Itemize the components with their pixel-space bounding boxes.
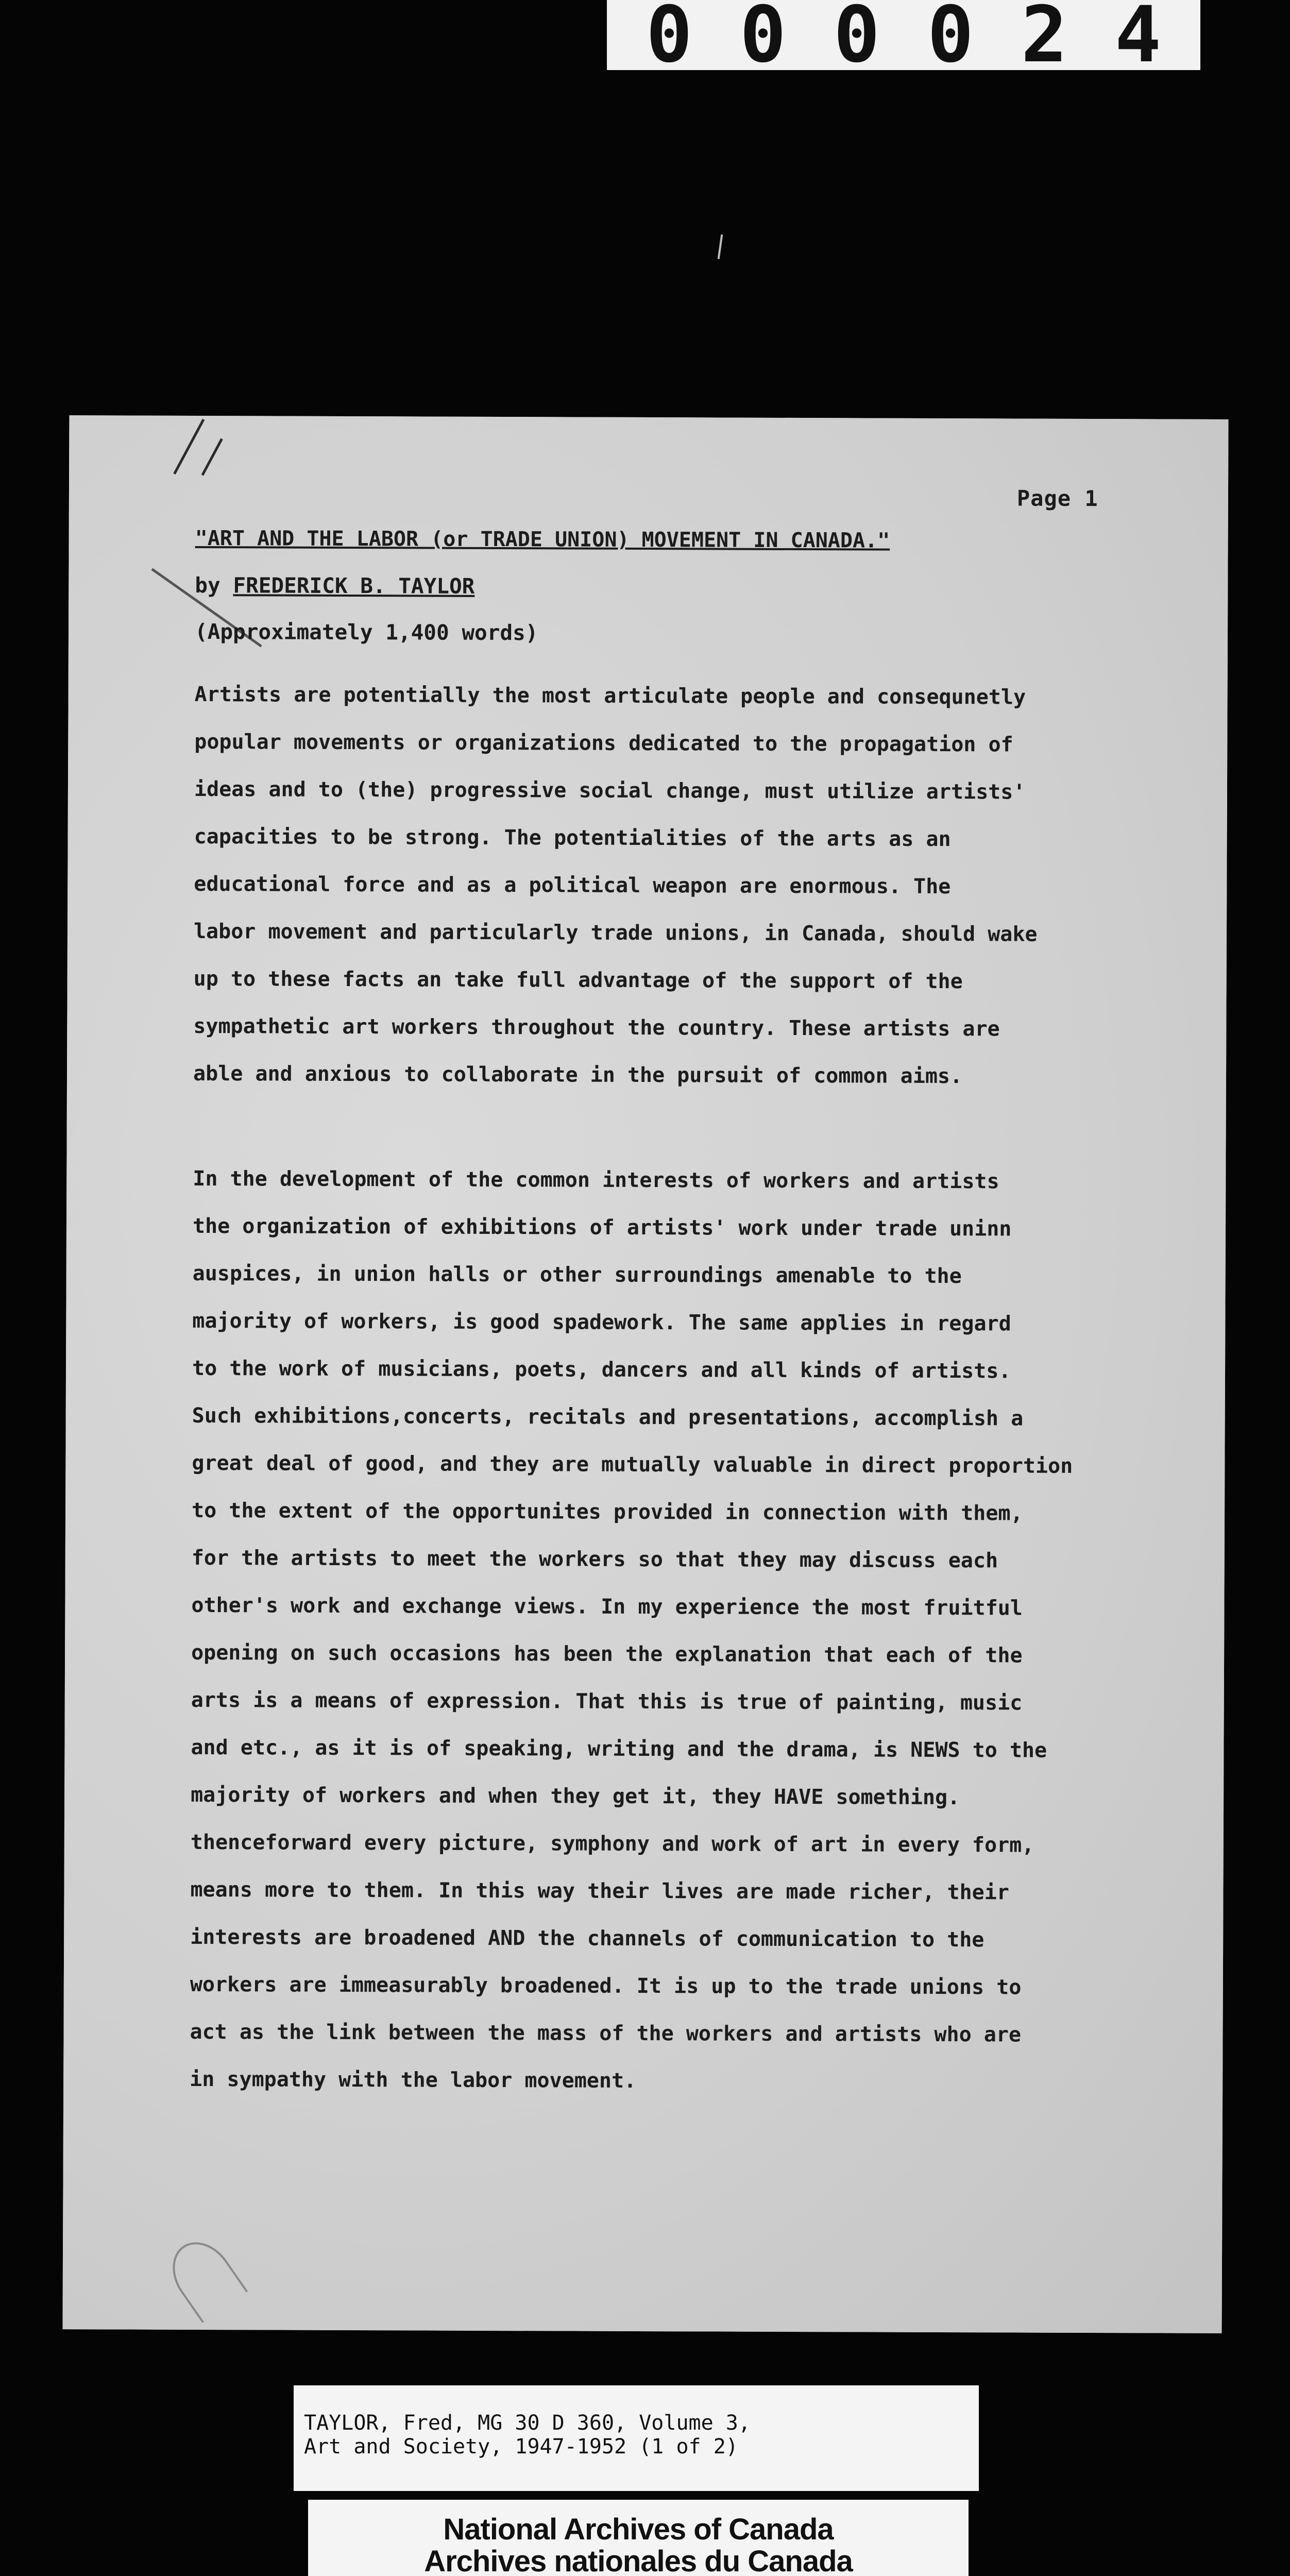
author-name: FREDERICK B. TAYLOR xyxy=(233,573,475,599)
frame-digit: 0 xyxy=(739,0,787,80)
text-line: in sympathy with the labor movement. xyxy=(190,2067,637,2093)
typed-page xyxy=(63,415,1229,2333)
text-line: means more to them. In this way their lives are made richer, their xyxy=(190,1877,1009,1905)
text-line: workers are immeasurably broadened. It is up to the trade unions to xyxy=(190,1972,1022,1999)
archive-name-english: National Archives of Canada xyxy=(443,2513,834,2546)
byline-prefix: by xyxy=(195,572,233,598)
reference-line: TAYLOR, Fred, MG 30 D 360, Volume 3, xyxy=(304,2411,751,2435)
text-line: majority of workers, is good spadework. The same applies in regard xyxy=(192,1309,1011,1336)
page-number: Page 1 xyxy=(1016,485,1098,512)
text-line: great deal of good, and they are mutually valuable in direct proportion xyxy=(192,1451,1073,1478)
text-line: to the work of musicians, poets, dancers and all kinds of artists. xyxy=(192,1356,1011,1383)
text-line: opening on such occasions has been the explanation that each of the xyxy=(191,1640,1023,1668)
text-line: and etc., as it is of speaking, writing and the drama, is NEWS to the xyxy=(191,1735,1047,1762)
text-line: thenceforward every picture, symphony and work of art in every form, xyxy=(190,1830,1034,1857)
reference-line: Art and Society, 1947-1952 (1 of 2) xyxy=(304,2435,738,2459)
pencil-loop-mark xyxy=(160,2230,248,2323)
text-line: to the extent of the opportunites provided in connection with them, xyxy=(191,1498,1023,1526)
text-line: popular movements or organizations dedicated to the propagation of xyxy=(194,730,1013,757)
text-line: educational force and as a political weapon are enormous. The xyxy=(194,872,951,899)
text-line: the organization of exhibitions of artists' work under trade uninn xyxy=(192,1214,1012,1241)
archive-name-french: Archives nationales du Canada xyxy=(424,2545,853,2576)
pen-mark xyxy=(173,419,205,474)
text-line: other's work and exchange views. In my experience the most fruitful xyxy=(191,1593,1023,1620)
paragraph-1 xyxy=(193,671,1038,1100)
text-line: up to these facts an take full advantage of the support of the xyxy=(193,967,963,994)
text-line: majority of workers and when they get it, they HAVE something. xyxy=(191,1783,960,1810)
text-line: labor movement and particularly trade unions, in Canada, should wake xyxy=(193,919,1038,946)
film-tick-mark xyxy=(718,234,723,259)
document-title: "ART AND THE LABOR (or TRADE UNION) MOVEMENT IN CANADA." xyxy=(195,526,890,553)
frame-digit: 2 xyxy=(1021,0,1068,80)
text-line: for the artists to meet the workers so that they may discuss each xyxy=(191,1546,998,1573)
word-count: (Approximately 1,400 words) xyxy=(194,619,538,646)
pen-mark xyxy=(201,438,223,476)
text-line: Artists are potentially the most articulate people and consequnetly xyxy=(194,682,1026,709)
text-line: In the development of the common interests of workers and artists xyxy=(193,1166,999,1194)
text-line: sympathetic art workers throughout the country. These artists are xyxy=(193,1014,1000,1041)
text-line: auspices, in union halls or other surroundings amenable to the xyxy=(192,1261,962,1289)
archive-label xyxy=(308,2500,969,2576)
text-line: ideas and to (the) progressive social change, must utilize artists' xyxy=(194,777,1026,804)
text-line: Such exhibitions,concerts, recitals and presentations, accomplish a xyxy=(192,1403,1024,1431)
text-line: arts is a means of expression. That this is true of painting, music xyxy=(191,1688,1023,1715)
text-line: act as the link between the mass of the workers and artists who are xyxy=(190,2020,1022,2047)
text-line: able and anxious to collaborate in the pursuit of common aims. xyxy=(193,1061,963,1089)
collection-reference-label xyxy=(294,2385,979,2491)
frame-digit: 0 xyxy=(833,0,880,80)
frame-number-strip xyxy=(607,0,1200,80)
paragraph-2 xyxy=(190,1155,1074,2106)
frame-digit: 4 xyxy=(1114,0,1162,80)
frame-digit: 0 xyxy=(927,0,974,80)
text-line: interests are broadened AND the channels of communication to the xyxy=(190,1925,985,1952)
text-line: capacities to be strong. The potentialities of the arts as an xyxy=(194,824,951,852)
frame-digit: 0 xyxy=(646,0,693,80)
byline xyxy=(195,573,474,599)
